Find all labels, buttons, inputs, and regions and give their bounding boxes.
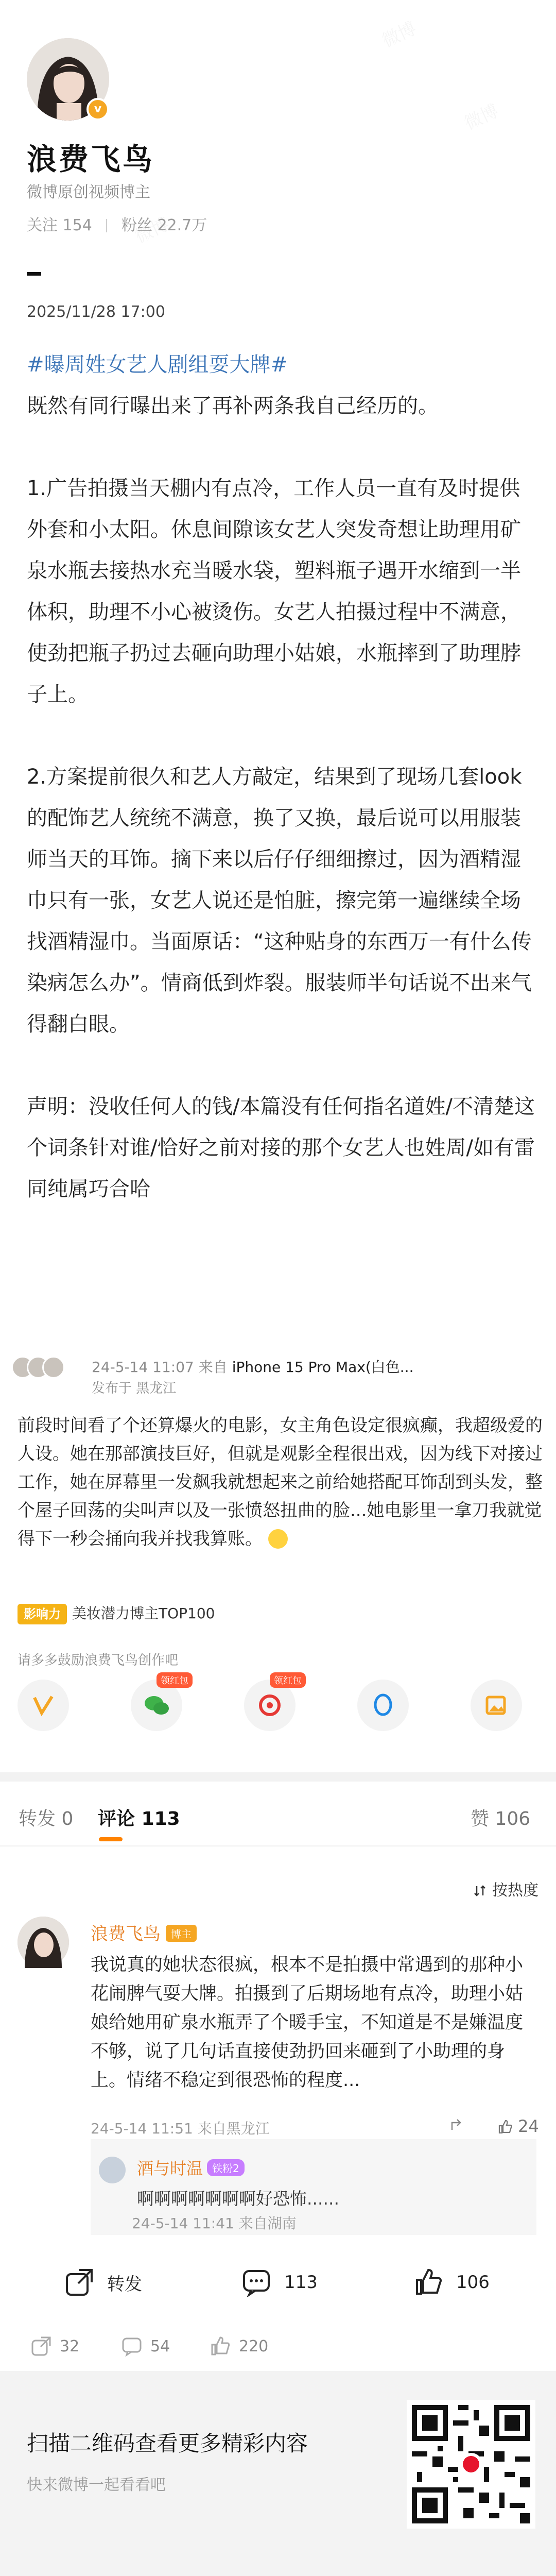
- footer-brand: [486, 2574, 543, 2576]
- post-body: [27, 344, 536, 1210]
- tab-comments[interactable]: [98, 1804, 180, 1831]
- post-paragraph: 声明：没收任何人的钱/本篇没有任何指名道姓/不清楚这个词条针对谁/恰好之前对接的那个女艺人也姓周/如有雷同纯属巧合哈: [27, 1095, 535, 1201]
- interaction-tabs: [0, 1782, 556, 1846]
- repost-stat: [31, 2336, 79, 2357]
- profile-name[interactable]: 浪费飞鸟: [27, 142, 155, 177]
- action-bar: [0, 2251, 556, 2313]
- comment-like-count: 24: [518, 2116, 539, 2136]
- comments-count: 113: [141, 1808, 180, 1829]
- section-divider: [0, 1772, 556, 1782]
- post-paragraph: 2.方案提前很久和艺人方敲定，结果到了现场几套look的配饰艺人统统不满意，换了又换，最后说可以用服装师当天的耳饰。摘下来以后仔仔细细擦过，因为酒精湿巾只有一张，女艺人说还是怕脏，擦完第一遍继续全场找酒精湿巾。当面原话：“这种贴身的东西万一有什么传染病怎么办”。情商低到炸裂。服装师半句话说不出来气得翻白眼。: [27, 765, 532, 1036]
- author-badge: 博主: [166, 1925, 197, 1942]
- moments-icon[interactable]: [244, 1675, 302, 1731]
- device-name: iPhone 15 Pro Max(白色...: [232, 1359, 414, 1376]
- comment-stat-count: 54: [150, 2337, 170, 2355]
- fan-badge: 铁粉2: [207, 2159, 245, 2176]
- screenshot-text: 前段时间看了个还算爆火的电影，女主角色设定很疯癫，我超级爱的人设。她在那部演技巨好，但就是观影全程很出戏，因为线下对接过工作，她在屏幕里一发飙我就想起来之前给她搭配耳饰刮到头发，整个屋子回荡的尖叫声以及一张愤怒扭曲的脸...她电影里一拿刀我就觉得下一秒会捅向我并找我算账。: [18, 1415, 543, 1549]
- like-stat-count: 220: [239, 2337, 269, 2355]
- sort-label: 按热度: [492, 1882, 538, 1900]
- repost-icon: [31, 2336, 51, 2357]
- share-icon[interactable]: [450, 2116, 465, 2136]
- qr-title: 扫描二维码查看更多精彩内容: [27, 2431, 308, 2456]
- commenter-name-text: 浪费飞鸟: [91, 1924, 161, 1944]
- commenter-name[interactable]: [91, 1920, 197, 1945]
- reply-meta: 24-5-14 11:41 来自湖南: [132, 2215, 297, 2232]
- like-button[interactable]: [414, 2266, 490, 2299]
- fans-label: 粉丝: [121, 216, 152, 234]
- verification-description: 微博原创视频博主: [27, 183, 150, 201]
- image-share-icon[interactable]: [471, 1680, 522, 1731]
- reward-v-icon[interactable]: [18, 1680, 69, 1731]
- tab-repost[interactable]: 转发 0: [19, 1808, 74, 1829]
- watermark: [377, 14, 420, 52]
- qr-code[interactable]: [407, 2400, 535, 2529]
- sort-by-hot-button[interactable]: [474, 1877, 538, 1900]
- avatar-stack: [11, 1356, 78, 1380]
- divider: [106, 219, 107, 232]
- repost-icon: [65, 2268, 94, 2297]
- comment-stat: [121, 2336, 170, 2357]
- comment-icon: [121, 2336, 142, 2357]
- sort-icon: [474, 1884, 487, 1897]
- watermark: [460, 97, 502, 134]
- repost-button[interactable]: [65, 2266, 142, 2299]
- thumbs-up-icon: [210, 2336, 231, 2357]
- follow-count[interactable]: 154: [62, 216, 92, 234]
- comment-body: 我说真的她状态很疯，根本不是拍摄中常遇到的那种小花闹脾气耍大牌。拍摄到了后期场地有点冷，助理小姑娘给她用矿泉水瓶弄了个暖手宝，不知道是不是嫌温度不够，说了几句话直接使劲扔回来砸到了小助理的身上。情绪不稳定到很恐怖的程度...: [91, 1955, 524, 2091]
- reply-author[interactable]: [137, 2156, 245, 2179]
- hongbao-badge: 领红包: [157, 1672, 193, 1688]
- faded-stats-row: [0, 2329, 556, 2370]
- like-stat: [210, 2336, 268, 2357]
- hongbao-badge: 领红包: [270, 1672, 306, 1688]
- qr-subtitle: 快来微博一起看看吧: [27, 2476, 166, 2494]
- follow-label: 关注: [27, 216, 58, 234]
- repost-stat-count: 32: [60, 2337, 80, 2355]
- comment-button[interactable]: [242, 2266, 318, 2299]
- support-prompt: 请多多鼓励浪费飞鸟创作吧: [18, 1653, 179, 1668]
- qq-icon[interactable]: [357, 1680, 409, 1731]
- active-tab-indicator: [99, 1837, 123, 1841]
- post-location: 发布于 黑龙江: [92, 1381, 177, 1396]
- comment-meta: 24-5-14 11:51 来自黑龙江: [91, 2120, 270, 2137]
- screenshot-body: [18, 1412, 543, 1553]
- post-paragraph: 既然有同行曝出来了再补两条我自己经历的。: [27, 394, 439, 418]
- reply-author-text: 酒与时温: [137, 2159, 203, 2178]
- profile-stats: [27, 212, 207, 235]
- smile-emoji-icon: [268, 1529, 288, 1549]
- post-meta: [92, 1356, 413, 1377]
- verified-badge-icon: v: [86, 98, 109, 121]
- influence-badge[interactable]: [18, 1603, 215, 1624]
- comments-label: 评论: [98, 1808, 135, 1829]
- post-time: 24-5-14 11:07: [92, 1359, 194, 1376]
- hashtag-link[interactable]: #曝周姓女艺人剧组耍大牌#: [27, 353, 288, 377]
- avatar: [42, 1356, 65, 1379]
- influence-tag: 影响力: [18, 1604, 67, 1624]
- thumbs-up-icon: [497, 2119, 513, 2134]
- reply-body: 啊啊啊啊啊啊啊好恐怖......: [137, 2189, 339, 2209]
- influence-text: 美妆潜力博主TOP100: [72, 1605, 215, 1622]
- post-paragraph: 1.广告拍摄当天棚内有点冷，工作人员一直有及时提供外套和小太阳。休息间隙该女艺人突发奇想让助理用矿泉水瓶去接热水充当暖水袋，塑料瓶子遇开水缩到一半体积，助理不小心被烫伤。女艺人拍摄过程中不满意，使劲把瓶子扔过去砸向助理小姑娘，水瓶摔到了助理脖子上。: [27, 477, 521, 706]
- avatar[interactable]: [99, 2157, 126, 2183]
- comment-icon: [242, 2268, 271, 2297]
- wechat-icon[interactable]: [131, 1675, 188, 1731]
- repost-label: 转发: [107, 2274, 142, 2295]
- qr-footer: [0, 2371, 556, 2576]
- from-label: 来自: [198, 1359, 228, 1376]
- avatar[interactable]: [18, 1917, 69, 1968]
- comment-like-button[interactable]: [497, 2116, 539, 2136]
- tab-likes[interactable]: 赞 106: [471, 1808, 531, 1829]
- like-count: 106: [456, 2272, 490, 2293]
- fans-count[interactable]: 22.7万: [157, 216, 207, 234]
- title-dash: [27, 272, 41, 276]
- post-date: 2025/11/28 17:00: [27, 303, 165, 321]
- embedded-post-screenshot: [0, 1349, 556, 1771]
- comment-count: 113: [284, 2272, 318, 2293]
- thumbs-up-icon: [414, 2268, 443, 2297]
- reward-row: [18, 1675, 543, 1736]
